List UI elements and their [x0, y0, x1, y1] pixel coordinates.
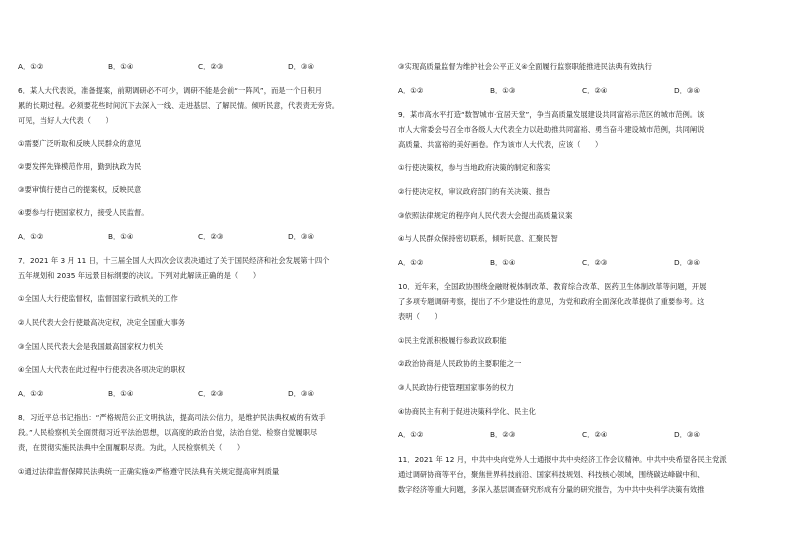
- q7-option-a[interactable]: A．①②: [18, 389, 44, 398]
- q6-stem-line-2: 累的长期过程。必须要花些时间沉下去深入一线、走进基层、了解民情。倾听民意，代表责无旁贷。: [18, 101, 340, 110]
- q8-stem-line-2: 段。”人民检察机关全面贯彻习近平法治思想，以高度的政治自觉，法治自觉、检察自觉履职尽: [18, 428, 318, 437]
- q7-options: [18, 388, 314, 399]
- q11-stem-line-1: 11．2021 年 12 月，中共中央向党外人士通报中共中央经济工作会议精神。中共中央希望各民主党派: [398, 455, 727, 464]
- q8-option-b[interactable]: B．①③: [490, 86, 516, 95]
- q6-option-b[interactable]: B．①④: [108, 232, 134, 241]
- q8-option-c[interactable]: C．②④: [582, 86, 608, 95]
- q7-item-1: ①全国人大行使监督权，监督国家行政机关的工作: [18, 294, 178, 303]
- q6-option-c[interactable]: C．②③: [198, 232, 224, 241]
- q10-option-b[interactable]: B．②③: [490, 430, 516, 439]
- q5-options: [18, 61, 314, 72]
- q7-option-c[interactable]: C．②③: [198, 389, 224, 398]
- q5-option-d[interactable]: D．③④: [288, 62, 314, 71]
- q10-stem-line-2: 了多项专题调研考察，提出了不少建设性的意见，为党和政府全面深化改革提供了重要参考。这: [398, 297, 705, 306]
- q7-option-d[interactable]: D．③④: [288, 389, 314, 398]
- q7-item-4: ④全国人大代表在此过程中行使表决各项决定的职权: [18, 365, 186, 374]
- q10-item-3: ③人民政协行使管理国家事务的权力: [398, 383, 514, 392]
- q5-option-a[interactable]: A．①②: [18, 62, 44, 71]
- q6-item-1: ①需要广泛听取和反映人民群众的意见: [18, 139, 142, 148]
- q7-item-3: ③全国人民代表大会是我国最高国家权力机关: [18, 342, 164, 351]
- q7-stem-line-1: 7．2021 年 3 月 11 日，十三届全国人大四次会议表决通过了关于国民经济和社会发展第十四个: [18, 256, 330, 265]
- q9-option-a[interactable]: A．①②: [398, 258, 424, 267]
- q10-options: [398, 429, 700, 440]
- q6-item-2: ②要发挥先锋模范作用，勤到执政为民: [18, 162, 142, 171]
- q9-stem-line-1: 9．某市高水平打造“数智城市·宜居天堂”，争当高质量发展建设共同富裕示范区的城市范例。该: [398, 110, 705, 119]
- q6-options: [18, 231, 314, 242]
- q11-stem-line-3: 数字经济等重大问题，多深入基层调查研究形成有分量的研究报告，为中共中央科学决策有效推: [398, 485, 705, 494]
- q7-option-b[interactable]: B．①④: [108, 389, 134, 398]
- q11-stem-line-2: 通过调研协商等平台，聚焦世界科技前沿、国家科技规划、科技核心领域，围绕碳达峰碳中和、: [398, 470, 705, 479]
- q9-item-2: ②行使决定权，审议政府部门的有关决策、报告: [398, 187, 551, 196]
- q6-stem-line-1: 6．某人大代表说，准备提案，前期调研必不可少，调研不能是会前“一阵风”，而是一个日积月: [18, 86, 323, 95]
- q6-option-a[interactable]: A．①②: [18, 232, 44, 241]
- q8-item-2: ③实现高质量监督为维护社会公平正义④全面履行监察职能推进民法典有效执行: [398, 62, 652, 71]
- q9-option-b[interactable]: B．①④: [490, 258, 516, 267]
- q8-options: [398, 85, 700, 96]
- q8-option-a[interactable]: A．①②: [398, 86, 424, 95]
- q10-stem-line-1: 10．近年来，全国政协围绕金融财税体制改革、教育综合改革、医药卫生体制改革等问题，开展: [398, 282, 707, 291]
- q7-stem-line-2: 五年规划和 2035 年远景目标纲要的决议。下列对此解读正确的是（ ）: [18, 271, 261, 280]
- q6-item-3: ③要审慎行使自己的提案权，反映民意: [18, 185, 142, 194]
- q9-options: [398, 257, 700, 268]
- q9-item-4: ④与人民群众保持密切联系，倾听民意、汇聚民智: [398, 234, 558, 243]
- q10-item-2: ②政治协商是人民政协的主要职能之一: [398, 359, 522, 368]
- q8-stem-line-3: 责，在贯彻实施民法典中全面履职尽责。为此，人民检察机关（ ）: [18, 443, 245, 452]
- q9-option-d[interactable]: D．③④: [674, 258, 700, 267]
- q5-option-b[interactable]: B．①④: [108, 62, 134, 71]
- q5-option-c[interactable]: C．②③: [198, 62, 224, 71]
- q10-stem-line-3: 表明（ ）: [398, 312, 442, 321]
- q10-item-1: ①民主党派积极履行参政议政职能: [398, 336, 507, 345]
- q10-option-c[interactable]: C．②④: [582, 430, 608, 439]
- q9-stem-line-3: 高质量、共富裕的美好画卷。作为该市人大代表，应该（ ）: [398, 140, 603, 149]
- q9-stem-line-2: 市人大常委会号召全市各级人大代表全力以赴助推共同富裕、勇当奋斗建设城市范例，共同阐说: [398, 125, 705, 134]
- q8-item-1: ①通过法律监督保障民法典统一正确实施②严格遵守民法典有关规定提高审判质量: [18, 467, 280, 476]
- q9-item-1: ①行使决策权，参与当地政府决策的制定和落实: [398, 163, 551, 172]
- q9-item-3: ③依照法律规定的程序向人民代表大会提出高质量议案: [398, 211, 573, 220]
- q6-option-d[interactable]: D．③④: [288, 232, 314, 241]
- q10-option-a[interactable]: A．①②: [398, 430, 424, 439]
- q10-item-4: ④协商民主有利于促进决策科学化、民主化: [398, 407, 536, 416]
- q7-item-2: ②人民代表大会行使最高决定权，决定全国重大事务: [18, 318, 186, 327]
- q6-stem-line-3: 可见，当好人大代表（ ）: [18, 116, 113, 125]
- q9-option-c[interactable]: C．②③: [582, 258, 608, 267]
- q6-item-4: ④要参与行使国家权力，接受人民监督。: [18, 208, 149, 217]
- q10-option-d[interactable]: D．③④: [674, 430, 700, 439]
- q8-option-d[interactable]: D．③④: [674, 86, 700, 95]
- q8-stem-line-1: 8．习近平总书记指出：“严格规范公正文明执法，提高司法公信力，是维护民法典权威的有效手: [18, 413, 326, 422]
